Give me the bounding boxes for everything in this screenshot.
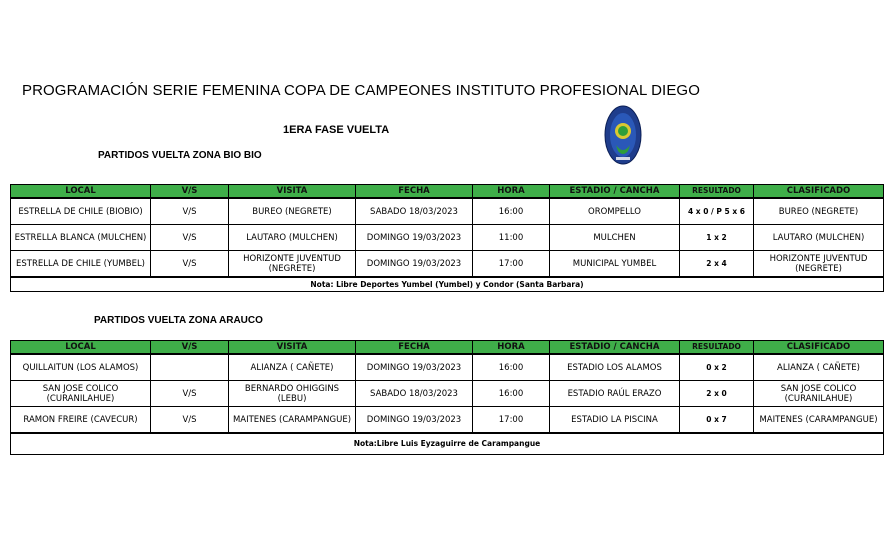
cell-clasificado: LAUTARO (MULCHEN) <box>754 225 884 251</box>
table-row <box>11 198 884 225</box>
cell-estadio: ESTADIO LOS ALAMOS <box>550 354 680 381</box>
column-header-clasificado: CLASIFICADO <box>754 341 884 355</box>
column-header-estadio: ESTADIO / CANCHA <box>550 185 680 199</box>
cell-resultado: 2 x 4 <box>680 251 754 278</box>
column-header-local: LOCAL <box>11 341 151 355</box>
cell-clasificado: BUREO (NEGRETE) <box>754 198 884 225</box>
cell-estadio: OROMPELLO <box>550 198 680 225</box>
cell-local: ESTRELLA DE CHILE (BIOBIO) <box>11 198 151 225</box>
cell-clasificado: SAN JOSE COLICO (CURANILAHUE) <box>754 381 884 407</box>
cell-fecha: SABADO 18/03/2023 <box>356 381 473 407</box>
cell-visita: ALIANZA ( CAÑETE) <box>229 354 356 381</box>
cell-vs: V/S <box>151 198 229 225</box>
column-header-fecha: FECHA <box>356 185 473 199</box>
schedule-table-arauco <box>10 340 884 455</box>
column-header-visita: VISITA <box>229 341 356 355</box>
cell-clasificado: ALIANZA ( CAÑETE) <box>754 354 884 381</box>
cell-local: RAMON FREIRE (CAVECUR) <box>11 407 151 434</box>
table-row <box>11 407 884 434</box>
cell-vs: V/S <box>151 225 229 251</box>
cell-vs: V/S <box>151 251 229 278</box>
cell-fecha: DOMINGO 19/03/2023 <box>356 251 473 278</box>
cell-fecha: DOMINGO 19/03/2023 <box>356 407 473 434</box>
cell-local: ESTRELLA BLANCA (MULCHEN) <box>11 225 151 251</box>
cell-hora: 16:00 <box>473 354 550 381</box>
cell-fecha: SABADO 18/03/2023 <box>356 198 473 225</box>
cell-hora: 11:00 <box>473 225 550 251</box>
cell-clasificado: HORIZONTE JUVENTUD (NEGRETE) <box>754 251 884 278</box>
column-header-hora: HORA <box>473 341 550 355</box>
phase-subtitle: 1ERA FASE VUELTA <box>283 124 390 136</box>
page-title: PROGRAMACIÓN SERIE FEMENINA COPA DE CAMPEONES INSTITUTO PROFESIONAL DIEGO <box>22 82 700 99</box>
note-text: Nota: Libre Deportes Yumbel (Yumbel) y Condor (Santa Barbara) <box>11 277 884 292</box>
column-header-clasificado: CLASIFICADO <box>754 185 884 199</box>
cell-resultado: 0 x 2 <box>680 354 754 381</box>
cell-visita: BUREO (NEGRETE) <box>229 198 356 225</box>
cell-estadio: ESTADIO LA PISCINA <box>550 407 680 434</box>
cell-hora: 17:00 <box>473 407 550 434</box>
column-header-hora: HORA <box>473 185 550 199</box>
table-row <box>11 251 884 278</box>
cell-hora: 16:00 <box>473 198 550 225</box>
institute-logo <box>604 105 642 165</box>
section-title-arauco: PARTIDOS VUELTA ZONA ARAUCO <box>94 315 263 326</box>
cell-local: SAN JOSE COLICO (CURANILAHUE) <box>11 381 151 407</box>
note-text: Nota:Libre Luis Eyzaguirre de Carampangue <box>11 433 884 455</box>
cell-visita: LAUTARO (MULCHEN) <box>229 225 356 251</box>
column-header-vs: V/S <box>151 341 229 355</box>
cell-resultado: 4 x 0 / P 5 x 6 <box>680 198 754 225</box>
cell-visita: MAITENES (CARAMPANGUE) <box>229 407 356 434</box>
column-header-local: LOCAL <box>11 185 151 199</box>
note-row <box>11 277 884 292</box>
schedule-table-bio-bio <box>10 184 884 292</box>
column-header-fecha: FECHA <box>356 341 473 355</box>
cell-clasificado: MAITENES (CARAMPANGUE) <box>754 407 884 434</box>
cell-hora: 16:00 <box>473 381 550 407</box>
cell-vs: V/S <box>151 381 229 407</box>
cell-local: ESTRELLA DE CHILE (YUMBEL) <box>11 251 151 278</box>
cell-fecha: DOMINGO 19/03/2023 <box>356 225 473 251</box>
cell-local: QUILLAITUN (LOS ALAMOS) <box>11 354 151 381</box>
column-header-visita: VISITA <box>229 185 356 199</box>
cell-fecha: DOMINGO 19/03/2023 <box>356 354 473 381</box>
cell-estadio: MULCHEN <box>550 225 680 251</box>
table-header-row <box>11 341 884 355</box>
cell-visita: HORIZONTE JUVENTUD (NEGRETE) <box>229 251 356 278</box>
table-row <box>11 225 884 251</box>
cell-hora: 17:00 <box>473 251 550 278</box>
cell-resultado: 2 x 0 <box>680 381 754 407</box>
note-row <box>11 433 884 455</box>
table-row <box>11 354 884 381</box>
column-header-resultado: RESULTADO <box>680 341 754 355</box>
column-header-resultado: RESULTADO <box>680 185 754 199</box>
cell-estadio: MUNICIPAL YUMBEL <box>550 251 680 278</box>
column-header-vs: V/S <box>151 185 229 199</box>
cell-vs: V/S <box>151 407 229 434</box>
table-row <box>11 381 884 407</box>
cell-resultado: 0 x 7 <box>680 407 754 434</box>
cell-vs <box>151 354 229 381</box>
column-header-estadio: ESTADIO / CANCHA <box>550 341 680 355</box>
table-header-row <box>11 185 884 199</box>
section-title-bio-bio: PARTIDOS VUELTA ZONA BIO BIO <box>98 150 262 161</box>
cell-visita: BERNARDO OHIGGINS (LEBU) <box>229 381 356 407</box>
cell-estadio: ESTADIO RAÚL ERAZO <box>550 381 680 407</box>
cell-resultado: 1 x 2 <box>680 225 754 251</box>
